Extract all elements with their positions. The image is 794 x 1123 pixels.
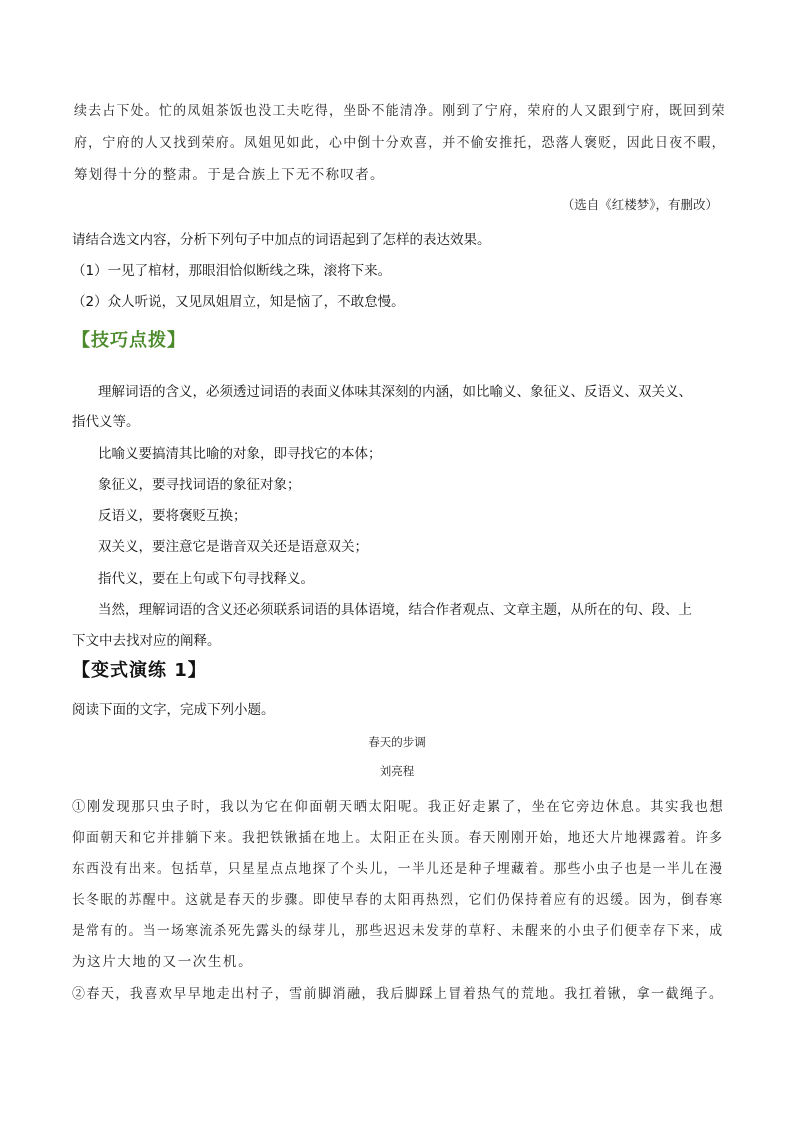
tips-conclusion-line: 当然，理解词语的含义还必须联系词语的具体语境，结合作者观点、文章主题，从所在的句、段、上	[98, 602, 692, 618]
excerpt-line: 筹划得十分的整肃。于是合族上下无不称叹者。	[74, 167, 385, 183]
story-author: 刘亮程	[379, 764, 415, 778]
exercise-instruction: 阅读下面的文字，完成下列小题。	[72, 702, 275, 718]
question-prompt: 请结合选文内容，分析下列句子中加点的词语起到了怎样的表达效果。	[72, 232, 491, 248]
tips-point: 象征义，要寻找词语的象征对象；	[98, 477, 301, 493]
story-line: ①刚发现那只虫子时，我以为它在仰面朝天晒太阳呢。我正好走累了，坐在它旁边休息。其实我也想	[72, 799, 725, 815]
tips-point: 双关义，要注意它是谐音双关还是语意双关；	[98, 539, 368, 555]
tips-intro-line: 理解词语的含义，必须透过词语的表面义体味其深刻的内涵，如比喻义、象征义、反语义、双关义、	[98, 384, 692, 400]
story-line: 长冬眠的苏醒中。这就是春天的步骤。即使早春的太阳再热烈，它们仍保持着应有的迟缓。因为，倒春寒	[72, 892, 724, 908]
source-note: （选自《红楼梦》，有删改）	[561, 197, 718, 212]
tips-point: 指代义，要在上句或下句寻找释义。	[98, 571, 314, 587]
story-line: 仰面朝天和它并排躺下来。我把铁锹插在地上。太阳正在头顶。春天刚刚开始，地还大片地裸露着。许多	[72, 830, 724, 846]
question-item: （2）众人听说，又见凤姐眉立，知是恼了，不敢怠慢。	[72, 294, 405, 310]
excerpt-line: 府，宁府的人又找到荣府。凤姐见如此，心中倒十分欢喜，并不偷安推托，恐落人褒贬，因此日夜不暇，	[74, 135, 726, 151]
tips-conclusion-line: 下文中去找对应的阐释。	[72, 633, 221, 649]
excerpt-line: 续去占下处。忙的凤姐茶饭也没工夫吃得，坐卧不能清净。刚到了宁府，荣府的人又跟到宁府，既回到荣	[74, 103, 726, 119]
tips-point: 比喻义要搞清其比喻的对象，即寻找它的本体；	[98, 446, 382, 462]
story-line: 是常有的。当一场寒流杀死先露头的绿芽儿，那些迟迟未发芽的草籽、未醒来的小虫子们便幸存下来，成	[72, 923, 724, 939]
question-item: （1）一见了棺材，那眼泪恰似断线之珠，滚将下来。	[72, 263, 392, 279]
tips-intro-line: 指代义等。	[72, 414, 140, 430]
story-line: 为这片大地的又一次生机。	[72, 954, 254, 970]
story-line: 东西没有出来。包括草，只星星点点地探了个头儿，一半儿还是种子埋藏着。那些小虫子也是一半儿在漫	[72, 861, 724, 877]
tips-title: 【技巧点拨】	[72, 330, 186, 351]
tips-point: 反语义，要将褒贬互换；	[98, 508, 247, 524]
exercise-title: 【变式演练 1】	[72, 660, 207, 681]
story-title: 春天的步调	[368, 735, 426, 749]
story-line: ②春天，我喜欢早早地走出村子，雪前脚消融，我后脚踩上冒着热气的荒地。我扛着锹，拿一截绳子。	[72, 986, 724, 1002]
